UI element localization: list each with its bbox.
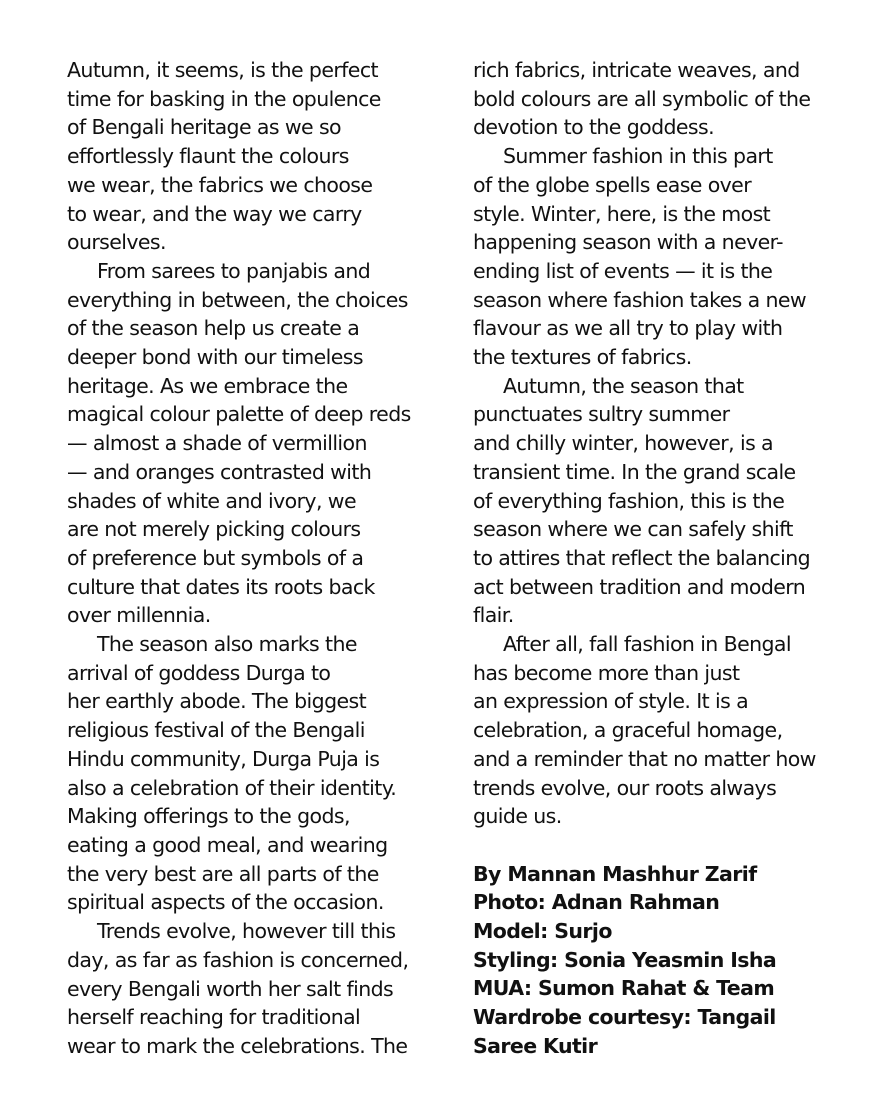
paragraph-line: Trends evolve, however till this — [97, 919, 396, 944]
credit-line: Model: Surjo — [473, 919, 612, 944]
paragraph-line: magical colour palette of deep reds — [67, 402, 411, 427]
paragraph-line: shades of white and ivory, we — [67, 488, 356, 513]
paragraph-line: arrival of goddess Durga to — [67, 660, 331, 685]
article-paragraph — [473, 142, 853, 372]
paragraph-line: to wear, and the way we carry — [67, 201, 362, 226]
paragraph-line: Hindu community, Durga Puja is — [67, 746, 380, 771]
paragraph-line: From sarees to panjabis and — [97, 258, 371, 283]
paragraph-line: flair. — [473, 603, 514, 628]
article-paragraph — [67, 917, 447, 1061]
paragraph-line: wear to mark the celebrations. The — [67, 1033, 408, 1058]
article-paragraph — [473, 372, 853, 630]
paragraph-line: of preference but symbols of a — [67, 545, 364, 570]
article-column-right — [473, 56, 853, 1061]
paragraph-line: herself reaching for traditional — [67, 1005, 361, 1030]
paragraph-line: to attires that reflect the balancing — [473, 545, 811, 570]
paragraph-line: guide us. — [473, 804, 562, 829]
paragraph-line: deeper bond with our timeless — [67, 345, 363, 370]
paragraph-line: of the season help us create a — [67, 316, 360, 341]
paragraph-line: of the globe spells ease over — [473, 172, 752, 197]
credit-line: MUA: Sumon Rahat & Team — [473, 976, 775, 1001]
paragraph-line: trends evolve, our roots always — [473, 775, 777, 800]
paragraph-line: religious festival of the Bengali — [67, 718, 365, 743]
credit-line: By Mannan Mashhur Zarif — [473, 861, 757, 886]
article-column-left — [67, 56, 447, 1061]
credits-block — [473, 860, 853, 1061]
article-paragraph — [473, 630, 853, 831]
paragraph-line: Making offerings to the gods, — [67, 804, 350, 829]
paragraph-line: celebration, a graceful homage, — [473, 718, 783, 743]
paragraph-line: — and oranges contrasted with — [67, 459, 372, 484]
paragraph-line: the very best are all parts of the — [67, 861, 379, 886]
paragraph-line: punctuates sultry summer — [473, 402, 730, 427]
paragraph-line: rich fabrics, intricate weaves, and — [473, 58, 800, 82]
paragraph-line: — almost a shade of vermillion — [67, 431, 367, 456]
paragraph-line: transient time. In the grand scale — [473, 459, 796, 484]
paragraph-line: style. Winter, here, is the most — [473, 201, 771, 226]
paragraph-line: ourselves. — [67, 230, 166, 255]
paragraph-line: Summer fashion in this part — [503, 144, 773, 169]
paragraph-line: bold colours are all symbolic of the — [473, 86, 811, 111]
paragraph-line: and chilly winter, however, is a — [473, 431, 774, 456]
paragraph-line: everything in between, the choices — [67, 287, 408, 312]
paragraph-line: season where we can safely shift — [473, 517, 793, 542]
article-paragraph — [67, 630, 447, 917]
paragraph-line: act between tradition and modern — [473, 574, 806, 599]
paragraph-line: every Bengali worth her salt finds — [67, 976, 394, 1001]
paragraph-line: Autumn, the season that — [503, 373, 744, 398]
paragraph-line: Autumn, it seems, is the perfect — [67, 58, 378, 82]
paragraph-line: flavour as we all try to play with — [473, 316, 783, 341]
credit-line: Photo: Adnan Rahman — [473, 890, 720, 915]
article-column-right-body — [473, 56, 853, 831]
article-paragraph — [67, 56, 447, 257]
paragraph-line: her earthly abode. The biggest — [67, 689, 367, 714]
article-paragraph — [67, 257, 447, 630]
paragraph-line: are not merely picking colours — [67, 517, 361, 542]
paragraph-line: season where fashion takes a new — [473, 287, 807, 312]
paragraph-line: has become more than just — [473, 660, 740, 685]
credit-line: Saree Kutir — [473, 1033, 598, 1058]
paragraph-line: the textures of fabrics. — [473, 345, 692, 370]
paragraph-line: ending list of events — it is the — [473, 258, 773, 283]
paragraph-line: happening season with a never- — [473, 230, 783, 255]
paragraph-line: and a reminder that no matter how — [473, 746, 816, 771]
article-paragraph — [473, 56, 853, 142]
paragraph-line: an expression of style. It is a — [473, 689, 749, 714]
paragraph-line: of Bengali heritage as we so — [67, 115, 341, 140]
paragraph-line: time for basking in the opulence — [67, 86, 381, 111]
credit-line: Styling: Sonia Yeasmin Isha — [473, 947, 777, 972]
paragraph-line: also a celebration of their identity. — [67, 775, 397, 800]
paragraph-line: The season also marks the — [97, 632, 357, 657]
paragraph-line: heritage. As we embrace the — [67, 373, 348, 398]
paragraph-line: culture that dates its roots back — [67, 574, 375, 599]
paragraph-line: eating a good meal, and wearing — [67, 832, 388, 857]
paragraph-line: over millennia. — [67, 603, 211, 628]
credit-line: Wardrobe courtesy: Tangail — [473, 1005, 776, 1030]
paragraph-line: After all, fall fashion in Bengal — [503, 632, 791, 657]
paragraph-line: of everything fashion, this is the — [473, 488, 785, 513]
paragraph-line: spiritual aspects of the occasion. — [67, 890, 384, 915]
paragraph-line: day, as far as fashion is concerned, — [67, 947, 409, 972]
paragraph-line: devotion to the goddess. — [473, 115, 715, 140]
paragraph-line: effortlessly flaunt the colours — [67, 144, 349, 169]
paragraph-line: we wear, the fabrics we choose — [67, 172, 373, 197]
